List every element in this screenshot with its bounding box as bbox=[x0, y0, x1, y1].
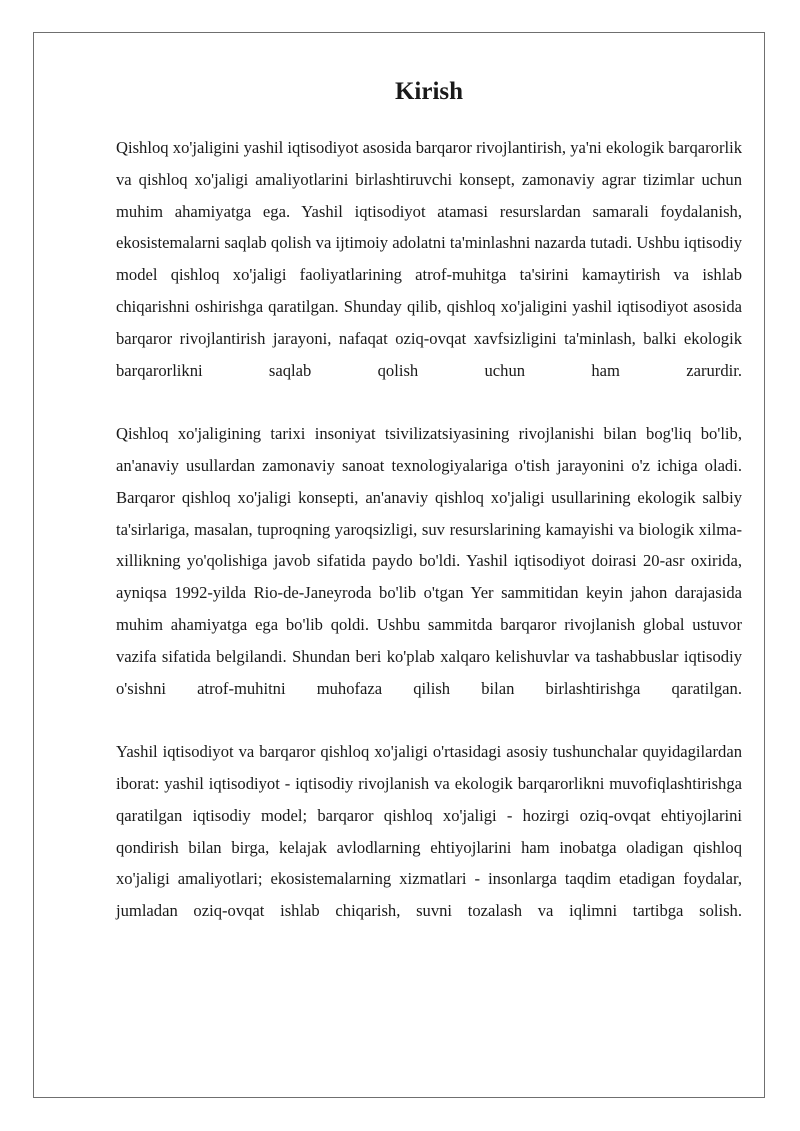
paragraph-2: Qishloq xo'jaligining tarixi insoniyat tsivilizatsiyasining rivojlanishi bilan bog'liq bo'lib, an'anaviy usullardan zamonaviy sanoat texnologiyalariga o'tish jarayonini o'z ichiga oladi. Barqaror qishloq xo'jaligi konsepti, an'anaviy qishloq xo'jaligi usullarining ekologik salbiy ta'sirlariga, masalan, tuproqning yaroqsizligi, suv resurslarining kamayishi va biologik xilma-xillikning yo'qolishiga javob sifatida paydo bo'ldi. Yashil iqtisodiyot doirasi 20-asr oxirida, ayniqsa 1992-yilda Rio-de-Janeyroda bo'lib o'tgan Yer sammitidan keyin jahon darajasida muhim ahamiyatga ega bo'lib qoldi. Ushbu sammitda barqaror rivojlanish global ustuvor vazifa sifatida belgilandi. Shundan beri ko'plab xalqaro kelishuvlar va tashabbuslar iqtisodiy o'sishni atrof-muhitni muhofaza qilish bilan birlashtirishga qaratilgan. bbox=[116, 424, 742, 698]
document-body bbox=[116, 74, 742, 959]
paragraph-1: Qishloq xo'jaligini yashil iqtisodiyot asosida barqaror rivojlantirish, ya'ni ekologik barqarorlik va qishloq xo'jaligi amaliyotlarini birlashtiruvchi konsept, zamonaviy agrar tizimlar uchun muhim ahamiyatga ega. Yashil iqtisodiyot atamasi resurslardan samarali foydalanish, ekosistemalarni saqlab qolish va ijtimoiy adolatni ta'minlashni nazarda tutadi. Ushbu iqtisodiy model qishloq xo'jaligi faoliyatlarining atrof-muhitga ta'sirini kamaytirish va ishlab chiqarishni oshirishga qaratilgan. Shunday qilib, qishloq xo'jaligini yashil iqtisodiyot asosida barqaror rivojlantirish jarayoni, nafaqat oziq-ovqat xavfsizligini ta'minlash, balki ekologik barqarorlikni saqlab qolish uchun ham zarurdir. bbox=[116, 138, 742, 380]
document-title: Kirish bbox=[394, 78, 464, 105]
paragraph-3: Yashil iqtisodiyot va barqaror qishloq xo'jaligi o'rtasidagi asosiy tushunchalar quyidagilardan iborat: yashil iqtisodiyot - iqtisodiy rivojlanish va ekologik barqarorlikni muvofiqlashtirishga qaratilgan iqtisodiy model; barqaror qishloq xo'jaligi - hozirgi oziq-ovqat ehtiyojlarini qondirish bilan birga, kelajak avlodlarning ehtiyojlarini ham inobatga oladigan qishloq xo'jaligi amaliyotlari; ekosistemalarning xizmatlari - insonlarga taqdim etadigan foydalar, jumladan oziq-ovqat ishlab chiqarish, suvni tozalash va iqlimni tartibga solish. bbox=[116, 742, 742, 921]
